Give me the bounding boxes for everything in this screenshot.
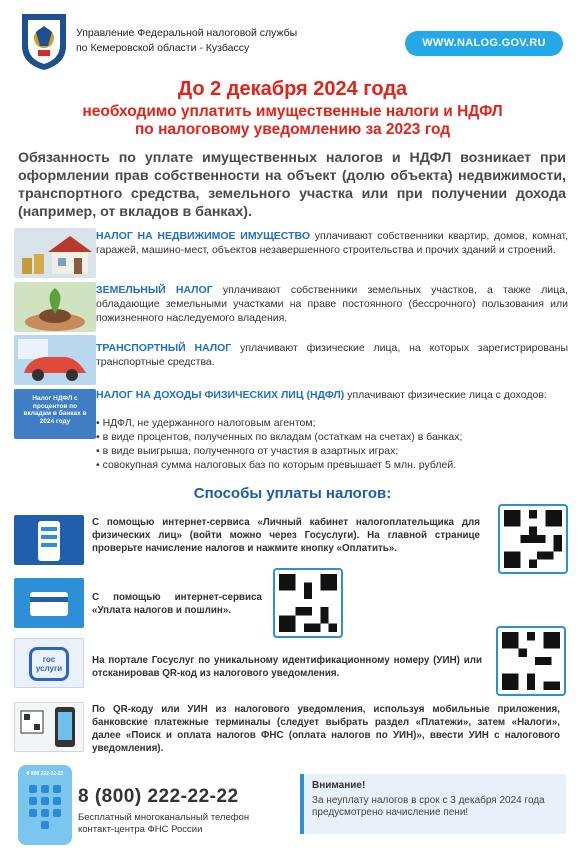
warning-title: Внимание! [312,780,366,791]
qr-code-2[interactable] [273,568,343,638]
ndfl-thumbnail [14,389,96,439]
warning-box [300,774,566,834]
payment-methods-title: Способы уплаты налогов: [193,485,392,502]
qr-code-1[interactable] [498,504,568,574]
way-3-text: На портале Госуслуг по уникальному идентификационному номеру (УИН) или отсканировав QR-код из налогового уведомления. [92,655,482,679]
warning-text: За неуплату налогов в срок с 3 декабря 2024 года предусмотрено начисление пени! [312,795,545,818]
gosuslugi-label: гос услуги [29,647,69,681]
transport-tax-heading: ТРАНСПОРТНЫЙ НАЛОГ [96,342,232,354]
phone-keypad-icon [18,765,72,845]
hotline-note [78,812,278,836]
phone-small-label: 8 800 222-22-22 [26,771,64,777]
website-link[interactable]: WWW.NALOG.GOV.RU [405,31,563,56]
organization-name [76,26,306,56]
land-icon [14,282,96,332]
property-tax-section [96,229,568,257]
subtitle-line-1: необходимо уплатить имущественные налоги и НДФЛ [82,103,503,120]
ndfl-tax-section [96,388,568,402]
ndfl-bullet-list [96,416,568,472]
car-icon [14,335,96,385]
way-4-text: По QR-коду или УИН из налогового уведомления, используя мобильные приложения, банковские платежные терминалы (следует выбрать раздел «Платежи», затем «Налоги», далее «Поиск и оплата налогов ФНС (оплата налогов по УИН)», ввести УИН с налогового уведомления). [92,704,560,754]
land-tax-text: уплачивают собственники земельных участков, а также лица, обладающие земельными участками на праве постоянного (бессрочного) пользования или пожизненного наследуемого владения. [96,284,568,324]
transport-tax-section [96,341,568,369]
subtitle-line-2: по налоговому уведомлению за 2023 год [134,121,451,138]
hotline-note-line-2: контакт-центра ФНС России [78,824,203,835]
qr-code-3[interactable] [496,626,566,696]
land-tax-heading: ЗЕМЕЛЬНЫЙ НАЛОГ [96,284,213,296]
fns-emblem-icon [18,10,70,72]
deadline-subtitle [0,103,585,139]
org-line-1: Управление Федеральной налоговой службы [76,27,298,39]
list-item: • совокупная сумма налоговых баз по которым превышает 5 млн. рублей. [96,458,568,472]
list-item: • НДФЛ, не удержанного налоговым агентом; [96,416,568,430]
way-1-text: С помощью интернет-сервиса «Личный кабинет налогоплательщика для физических лиц» (войти можно через Госуслуги). На главной странице проверьте начисление налогов и нажмите кнопку «Оплатить». [92,517,480,554]
property-tax-text: уплачивают собственники квартир, домов, комнат, гаражей, машино-мест, объектов незавершенного строительства и прочих зданий и строений. [96,230,568,256]
ndfl-thumb-text: Налог НДФЛ с процентов по вкладам в банках в 2024 году [23,395,87,425]
intro-text: Обязанность по уплате имущественных налогов и НДФЛ возникает при оформлении прав собственности на объект (долю объекта) недвижимости, транспортного средства, земельного участка или при получении дохода (например, от вкладов в банках). [18,150,566,220]
transport-tax-text: уплачивают физические лица, на которых зарегистрированы транспортные средства. [96,342,568,368]
hotline-note-line-1: Бесплатный многоканальный телефон [78,812,250,823]
card-payment-icon [14,578,84,628]
qr-scan-phone-icon [14,702,84,752]
hotline-phone[interactable]: 8 (800) 222-22-22 [78,786,239,807]
property-tax-heading: НАЛОГ НА НЕДВИЖИМОЕ ИМУЩЕСТВО [96,230,311,242]
ndfl-tax-heading: НАЛОГ НА ДОХОДЫ ФИЗИЧЕСКИХ ЛИЦ (НДФЛ) [96,389,345,401]
land-tax-section [96,283,568,325]
org-line-2: по Кемеровской области - Кузбассу [76,42,250,54]
taxpayer-account-icon [14,515,84,565]
ndfl-tax-text: уплачивают физические лица с доходов: [344,389,547,401]
house-icon [14,228,96,278]
list-item: • в виде выигрыша, полученного от участия в азартных играх; [96,444,568,458]
gosuslugi-icon [14,638,84,688]
list-item: • в виде процентов, полученных по вкладам (остаткам на счетах) в банках; [96,430,568,444]
deadline-title: До 2 декабря 2024 года [177,78,408,100]
way-2-text: С помощью интернет-сервиса «Уплата налогов и пошлин». [92,592,262,616]
